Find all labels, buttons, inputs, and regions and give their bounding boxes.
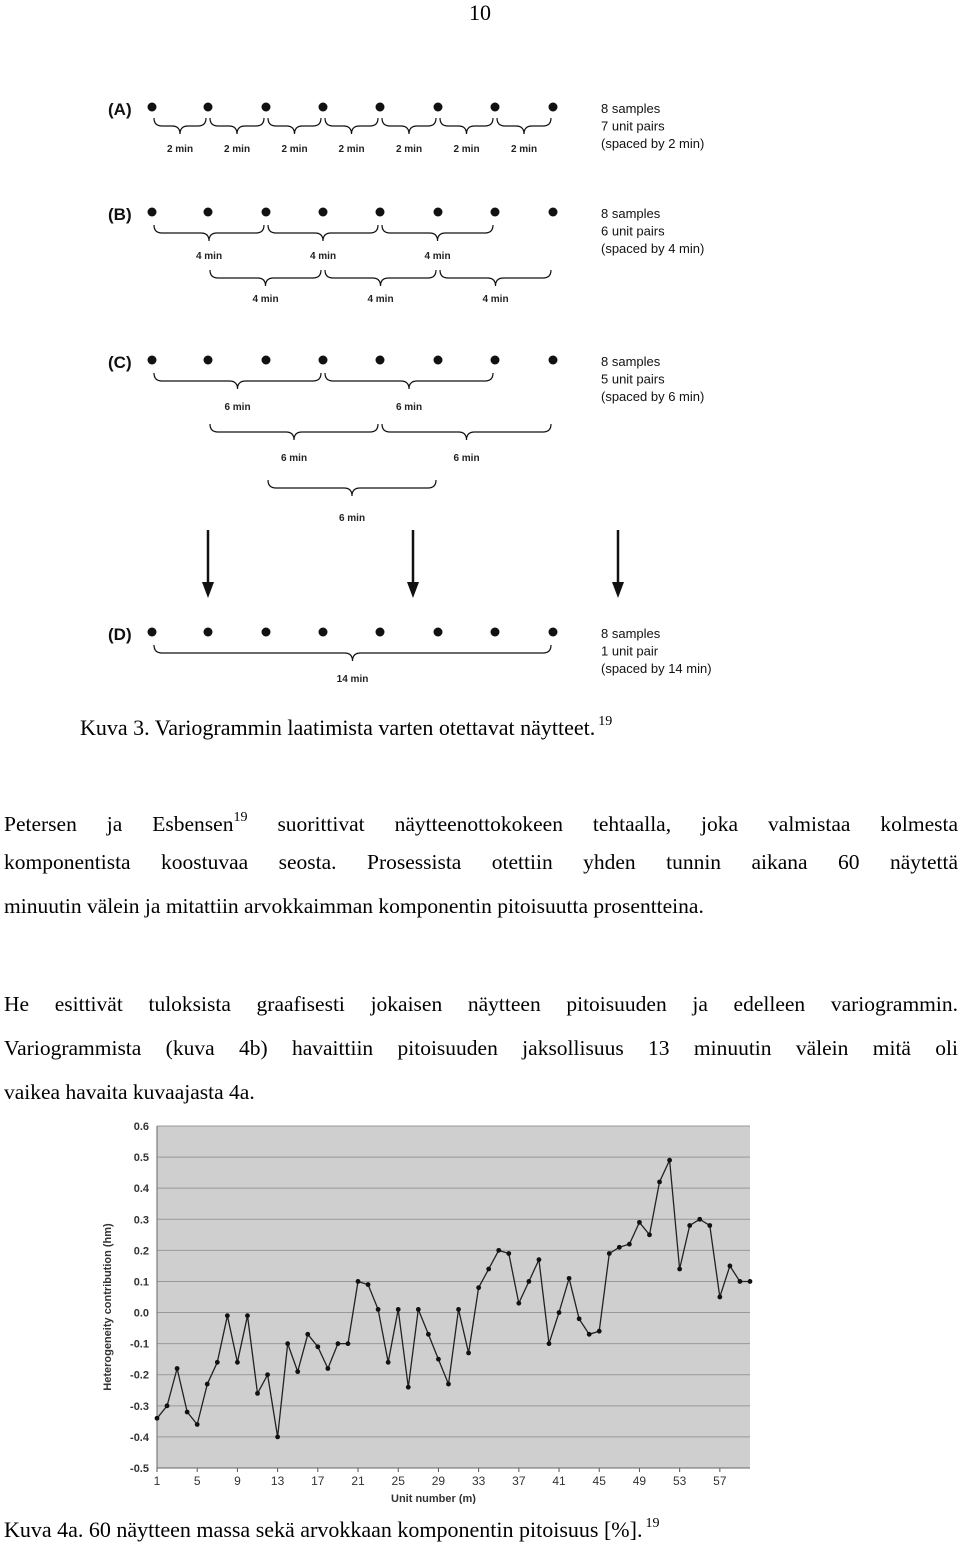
- row-label: (D): [108, 625, 132, 644]
- data-point: [496, 1248, 501, 1253]
- y-tick-label: -0.2: [130, 1369, 149, 1382]
- sample-dot: [376, 356, 385, 365]
- sample-dot: [204, 628, 213, 637]
- interval-brace: [154, 118, 206, 134]
- data-point: [506, 1251, 511, 1256]
- data-point: [396, 1307, 401, 1312]
- interval-label: 2 min: [281, 144, 308, 155]
- x-axis-title: Unit number (m): [391, 1493, 476, 1504]
- data-point: [295, 1369, 300, 1374]
- interval-label: 4 min: [424, 251, 451, 262]
- interval-label: 6 min: [224, 402, 251, 413]
- sample-dot: [204, 356, 213, 365]
- x-tick-label: 25: [391, 1474, 405, 1488]
- sample-dot: [262, 208, 271, 217]
- x-tick-label: 45: [592, 1474, 606, 1488]
- sample-dot: [204, 208, 213, 217]
- interval-brace: [325, 270, 436, 286]
- data-point: [587, 1332, 592, 1337]
- data-point: [657, 1180, 662, 1185]
- row-info-line: 7 unit pairs: [601, 118, 665, 134]
- x-tick-label: 21: [351, 1474, 365, 1488]
- data-point: [738, 1279, 743, 1284]
- interval-label: 6 min: [453, 453, 480, 464]
- sample-dot: [434, 356, 443, 365]
- interval-label: 2 min: [338, 144, 365, 155]
- sample-dot: [549, 103, 558, 112]
- data-point: [235, 1360, 240, 1365]
- interval-label: 6 min: [338, 513, 366, 524]
- interval-brace: [440, 270, 551, 286]
- data-point: [748, 1279, 753, 1284]
- data-point: [567, 1276, 572, 1281]
- sample-dot: [148, 103, 157, 112]
- sample-dot: [376, 628, 385, 637]
- x-tick-label: 13: [270, 1474, 285, 1488]
- data-point: [446, 1382, 451, 1387]
- row-label: (A): [108, 100, 132, 119]
- data-point: [275, 1435, 280, 1440]
- interval-brace: [325, 118, 378, 134]
- sample-dot: [376, 208, 385, 217]
- data-point: [526, 1279, 531, 1284]
- data-point: [516, 1301, 521, 1306]
- data-point: [727, 1264, 732, 1269]
- data-point: [637, 1220, 642, 1225]
- interval-brace: [382, 225, 493, 241]
- data-point: [356, 1279, 361, 1284]
- interval-label: 4 min: [309, 251, 337, 262]
- row-info-line: 8 samples: [601, 206, 661, 221]
- interval-label: 6 min: [395, 402, 423, 413]
- figure3-caption-ref: 19: [598, 714, 613, 729]
- sample-dot: [491, 208, 500, 217]
- interval-label: 14 min: [336, 674, 369, 685]
- sample-dot: [148, 356, 157, 365]
- paragraph-1-line-1: [4, 796, 958, 840]
- data-point: [376, 1307, 381, 1312]
- y-tick-label: 0.0: [133, 1307, 149, 1320]
- data-point: [255, 1391, 260, 1396]
- x-tick-label: 49: [632, 1474, 647, 1488]
- sample-dot: [491, 356, 500, 365]
- data-point: [416, 1307, 421, 1312]
- interval-label: 2 min: [453, 144, 480, 155]
- row-info-line: 1 unit pair: [601, 643, 659, 659]
- sample-dot: [262, 356, 271, 365]
- figure4-caption-text: Kuva 4a. 60 näytteen massa sekä arvokkaan komponentin pitoisuus [%].: [4, 1517, 643, 1542]
- row-info-line: 8 samples: [601, 101, 661, 116]
- interval-label: 6 min: [280, 453, 308, 464]
- interval-brace: [268, 480, 436, 496]
- data-point: [155, 1416, 160, 1421]
- interval-brace: [154, 373, 321, 389]
- figure4-caption: [4, 1516, 659, 1543]
- x-tick-label: 17: [311, 1474, 325, 1488]
- interval-brace: [440, 118, 493, 134]
- data-point: [305, 1332, 310, 1337]
- data-point: [617, 1245, 622, 1250]
- interval-label: 4 min: [367, 294, 394, 305]
- figure3-caption: [80, 714, 612, 741]
- x-tick-label: 5: [193, 1474, 201, 1488]
- interval-brace: [210, 270, 321, 286]
- interval-brace: [268, 225, 378, 241]
- row-label: (C): [108, 353, 132, 372]
- paragraph-2-line-1: He esittivät tuloksista graafisesti jokaisen näytteen pitoisuuden ja edelleen variogrammin.: [4, 992, 958, 1016]
- data-point: [165, 1403, 170, 1408]
- data-point: [466, 1351, 471, 1356]
- data-point: [406, 1385, 411, 1390]
- y-tick-label: 0.4: [133, 1183, 149, 1196]
- data-point: [325, 1366, 330, 1371]
- sample-dot: [491, 628, 500, 637]
- y-axis-title: Heterogeneity contribution (hm): [102, 1223, 114, 1391]
- heterogeneity-chart: [95, 1112, 815, 1504]
- sample-dot: [434, 208, 443, 217]
- row-info-line: 8 samples: [601, 354, 661, 369]
- row-info-line: (spaced by 4 min): [601, 241, 705, 256]
- sample-dot: [549, 208, 558, 217]
- y-tick-label: -0.3: [130, 1400, 149, 1413]
- y-tick-label: 0.6: [133, 1121, 149, 1133]
- row-info-line: 6 unit pairs: [601, 223, 665, 239]
- data-point: [717, 1295, 722, 1300]
- data-point: [577, 1316, 582, 1321]
- interval-brace: [154, 225, 264, 241]
- sample-dot: [262, 628, 271, 637]
- x-tick-label: 41: [552, 1474, 566, 1488]
- data-point: [265, 1372, 270, 1377]
- interval-label: 2 min: [223, 144, 251, 155]
- sample-dot: [148, 208, 157, 217]
- interval-label: 2 min: [166, 144, 194, 155]
- sample-dot: [434, 628, 443, 637]
- data-point: [245, 1313, 250, 1318]
- data-point: [647, 1232, 652, 1237]
- sample-dot: [148, 628, 157, 637]
- data-point: [547, 1341, 552, 1346]
- x-tick-label: 53: [672, 1474, 687, 1488]
- down-arrow-head: [612, 582, 624, 598]
- data-point: [346, 1341, 351, 1346]
- row-info-line: (spaced by 2 min): [601, 136, 705, 151]
- interval-brace: [154, 645, 551, 661]
- data-point: [697, 1217, 702, 1222]
- data-point: [205, 1382, 210, 1387]
- data-point: [185, 1410, 190, 1415]
- interval-brace: [382, 424, 551, 440]
- data-point: [195, 1422, 200, 1427]
- data-point: [366, 1282, 371, 1287]
- paragraph-1: [4, 796, 958, 928]
- sample-dot: [319, 103, 328, 112]
- data-point: [336, 1341, 341, 1346]
- data-point: [175, 1366, 180, 1371]
- y-tick-label: 0.1: [133, 1276, 149, 1289]
- data-point: [225, 1313, 230, 1318]
- x-tick-label: 57: [713, 1474, 727, 1488]
- page-number: 10: [469, 0, 491, 25]
- sample-dot: [549, 628, 558, 637]
- sample-dot: [204, 103, 213, 112]
- data-point: [386, 1360, 391, 1365]
- data-point: [486, 1267, 491, 1272]
- x-tick-label: 9: [234, 1474, 241, 1488]
- down-arrow-head: [407, 582, 419, 598]
- paragraph-1-ref: 19: [233, 810, 248, 825]
- interval-label: 4 min: [482, 294, 509, 305]
- x-tick-label: 33: [471, 1474, 486, 1488]
- figure3-caption-text: Kuva 3. Variogrammin laatimista varten otettavat näytteet.: [80, 715, 596, 740]
- row-label: (B): [108, 205, 132, 224]
- interval-label: 2 min: [510, 144, 538, 155]
- paragraph-2-line-2: Variogrammista (kuva 4b) havaittiin pitoisuuden jaksollisuus 13 minuutin välein mitä oli: [4, 1036, 958, 1060]
- interval-brace: [497, 118, 551, 134]
- data-point: [456, 1307, 461, 1312]
- interval-label: 4 min: [195, 251, 223, 262]
- sample-dot: [549, 356, 558, 365]
- x-tick-label: 37: [512, 1474, 526, 1488]
- data-point: [677, 1267, 682, 1272]
- data-point: [436, 1357, 441, 1362]
- data-point: [707, 1223, 712, 1228]
- y-tick-label: -0.5: [130, 1463, 149, 1475]
- data-point: [607, 1251, 612, 1256]
- data-point: [557, 1310, 562, 1315]
- paragraph-1-line-2: komponentista koostuvaa seosta. Prosessista otettiin yhden tunnin aikana 60 näytettä: [4, 850, 958, 874]
- data-point: [687, 1223, 692, 1228]
- data-point: [667, 1158, 672, 1163]
- data-point: [285, 1341, 290, 1346]
- paragraph-2-line-3: vaikea havaita kuvaajasta 4a.: [4, 1080, 255, 1104]
- paragraph-1-text-a: Petersen ja Esbensen: [4, 812, 234, 836]
- row-info-line: 8 samples: [601, 626, 661, 641]
- data-point: [476, 1285, 481, 1290]
- data-point: [315, 1344, 320, 1349]
- sample-dot: [491, 103, 500, 112]
- y-tick-label: 0.3: [133, 1214, 149, 1227]
- sample-dot: [434, 103, 443, 112]
- y-tick-label: -0.1: [130, 1338, 149, 1351]
- y-tick-label: 0.5: [133, 1152, 149, 1165]
- sample-dot: [319, 208, 328, 217]
- data-point: [627, 1242, 632, 1247]
- row-info-line: (spaced by 6 min): [601, 389, 705, 404]
- sample-dot: [319, 628, 328, 637]
- x-tick-label: 1: [153, 1474, 161, 1488]
- interval-brace: [325, 373, 493, 389]
- row-info-line: 5 unit pairs: [601, 371, 665, 387]
- paragraph-2: [4, 982, 958, 1114]
- row-info-line: (spaced by 14 min): [601, 661, 712, 676]
- figure4-caption-ref: 19: [645, 1516, 660, 1531]
- interval-label: 2 min: [395, 144, 423, 155]
- paragraph-1-line-3: minuutin välein ja mitattiin arvokkaimman komponentin pitoisuutta prosentteina.: [4, 894, 704, 918]
- data-point: [597, 1329, 602, 1334]
- interval-brace: [210, 118, 264, 134]
- data-point: [426, 1332, 431, 1337]
- interval-brace: [210, 424, 378, 440]
- down-arrow-head: [202, 582, 214, 598]
- y-tick-label: -0.4: [130, 1431, 149, 1444]
- sampling-diagram: [0, 80, 760, 700]
- y-tick-label: 0.2: [133, 1245, 149, 1258]
- sample-dot: [319, 356, 328, 365]
- data-point: [537, 1257, 542, 1262]
- sample-dot: [376, 103, 385, 112]
- data-point: [215, 1360, 220, 1365]
- paragraph-1-text-b: suorittivat näytteenottokokeen tehtaalla, joka valmistaa kolmesta: [247, 812, 958, 836]
- x-tick-label: 29: [431, 1474, 446, 1488]
- interval-brace: [382, 118, 436, 134]
- sample-dot: [262, 103, 271, 112]
- interval-label: 4 min: [252, 294, 279, 305]
- interval-brace: [268, 118, 321, 134]
